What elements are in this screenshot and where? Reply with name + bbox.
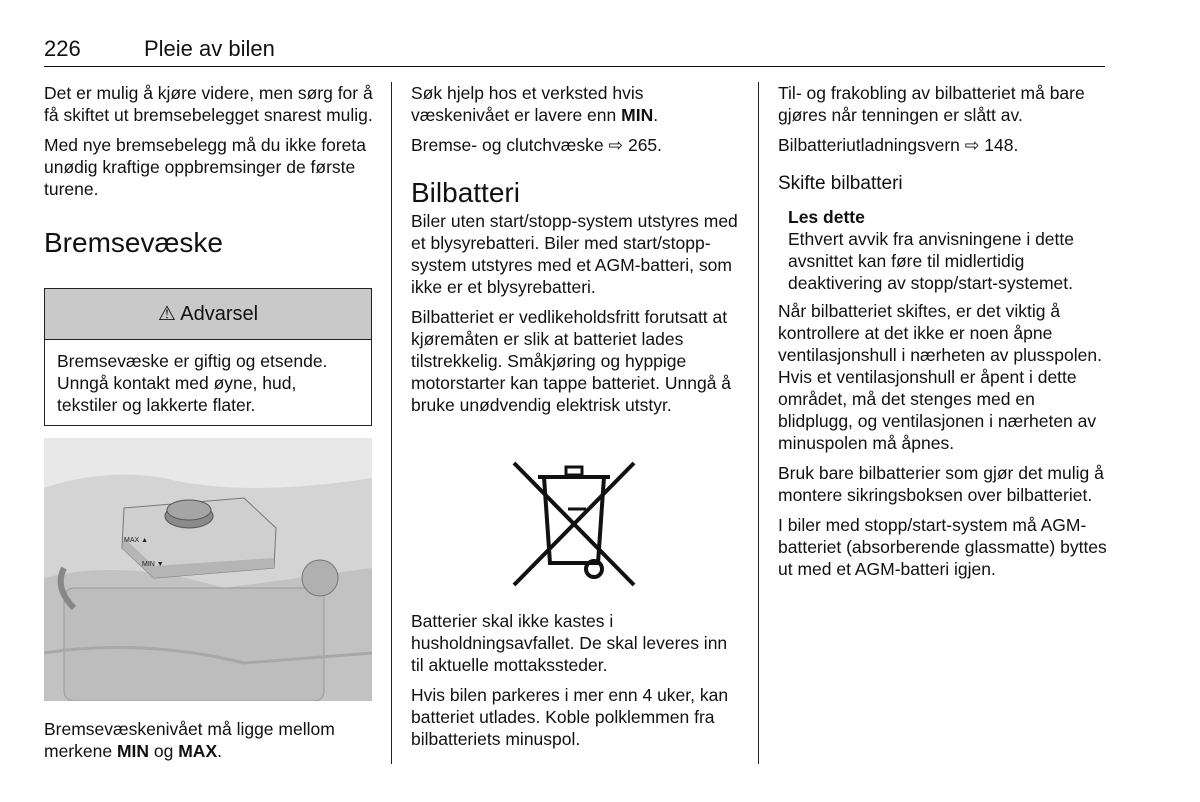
photo-caption: Bremsevæskenivået må ligge mellom merkene MIN og MAX. [44,719,335,761]
column-divider [758,82,759,764]
column-left [44,82,374,260]
photo-min-label: MIN ▼ [142,561,164,568]
subsection-heading-skifte-bilbatteri: Skifte bilbatteri [778,173,903,194]
paragraph: Med nye bremsebelegg må du ikke foreta unødig kraftige oppbremsinger de første turene. [44,135,366,199]
note-title: Les dette [788,207,865,227]
warning-icon: ⚠ [157,303,176,325]
paragraph: Bruk bare bilbatterier som gjør det mulig å montere sikringsboksen over bilbatteriet. [778,463,1104,505]
warning-text: Bremsevæske er giftig og etsende. Unngå kontakt med øyne, hud, tekstiler og lakkerte flater. [57,351,328,415]
section-heading-bremsevaeske: Bremsevæske [44,227,223,258]
paragraph: Batterier skal ikke kastes i husholdningsavfallet. De skal leveres inn til aktuelle mottakssteder. [411,611,728,675]
paragraph: Hvis bilen parkeres i mer enn 4 uker, kan batteriet utlades. Koble polklemmen fra bilbatteriets minuspol. [411,685,729,749]
photo-max-label: MAX ▲ [124,537,149,544]
warning-header [45,289,371,340]
cross-reference: Bilbatteriutladningsvern ⇨ 148. [778,135,1019,155]
paragraph: Biler uten start/stopp-system utstyres med et blysyrebatteri. Biler med start/stopp-system utstyres med et AGM-batteri, som ikke er et blysyrebatteri. [411,211,738,297]
cross-reference: Bremse- og clutchvæske ⇨ 265. [411,135,663,155]
column-divider [391,82,392,764]
warning-box [44,288,372,426]
section-heading-bilbatteri: Bilbatteri [411,177,520,208]
paragraph: I biler med stopp/start-system må AGM-batteriet (absorberende glassmatte) byttes ut med et AGM-batteri igjen. [778,515,1107,579]
crossed-out-wheelie-bin-icon [508,459,640,589]
paragraph: Når bilbatteriet skiftes, er det viktig å kontrollere at det ikke er noen åpne ventilasjonshull i nærheten av plusspolen. Hvis et ventilasjonshull er åpent i dette området, må det stenges med en blidplugg, og ventilasjonen i nærheten av minuspolen må åpnes. [778,301,1102,453]
paragraph: Bilbatteriet er vedlikeholdsfritt forutsatt at kjøremåten er slik at batteriet lades tilstrekkelig. Småkjøring og hyppige motorstarter kan tappe batteriet. Unngå å bruke unødvendig elektrisk utstyr. [411,307,732,415]
warning-title: Advarsel [180,303,259,325]
page-title: Pleie av bilen [144,36,275,61]
paragraph: Det er mulig å kjøre videre, men sørg for å få skiftet ut bremsebelegget snarest mulig. [44,83,373,125]
column-middle: Søk hjelp hos et verksted hvis væskenivået er lavere enn MIN. Bremse- og clutchvæske ⇨ 265. Bilbatteri Biler uten start/stopp-system utstyres med et blysyrebatteri. Biler med start/stopp-system utstyres med et AGM-batteri, som ikke er et blysyrebatteri. Bilbatteriet er vedlikeholdsfritt forutsatt at kjøremåten er slik at batteriet lades tilstrekkelig. Småkjøring og hyppige motorstarter kan tappe batteriet. Unngå å bruke unødvendig elektrisk utstyr. [411,82,743,424]
page-header [44,36,1105,67]
paragraph: Til- og frakobling av bilbatteriet må bare gjøres når tenningen er slått av. [778,83,1085,125]
brake-fluid-reservoir-photo [44,438,372,701]
note-text: Ethvert avvik fra anvisningene i dette avsnittet kan føre til midlertidig deaktivering av stopp/start-systemet. [788,229,1074,293]
note-box [788,206,1108,294]
column-middle-lower [411,610,743,758]
column-right [778,82,1108,588]
page-number: 226 [44,36,81,61]
